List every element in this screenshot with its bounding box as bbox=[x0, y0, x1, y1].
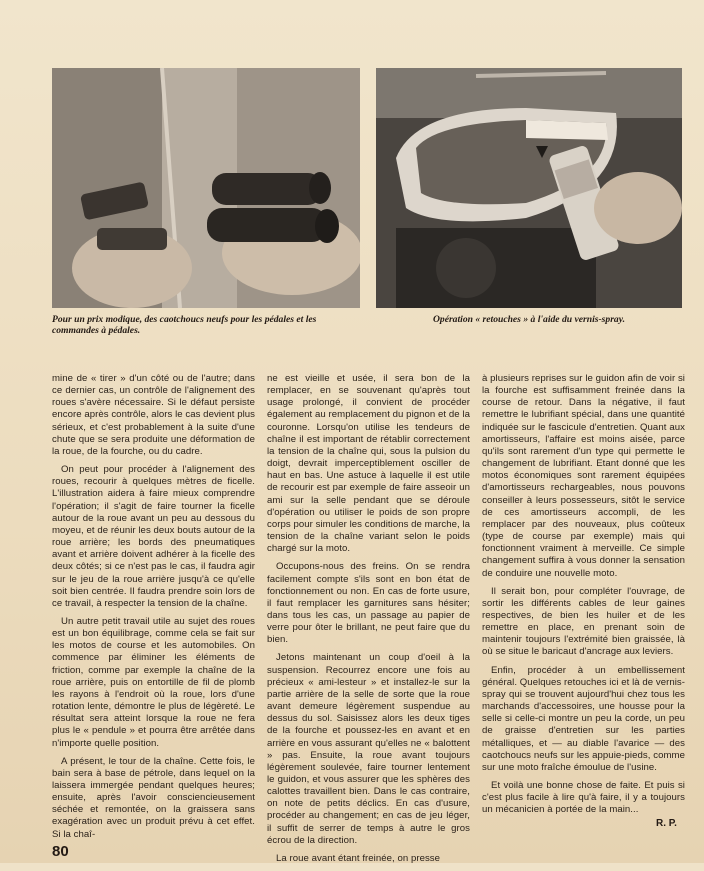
paragraph: Et voilà une bonne chose de faite. Et puis si c'est plus facile à lire qu'à faire, il y a toujours un mécanicien à portée de la main... bbox=[482, 780, 685, 816]
text-column-2 bbox=[267, 373, 470, 871]
paragraph: Jetons maintenant un coup d'oeil à la suspension. Recourrez encore une fois au précieux « ami-lesteur » et installez-le sur la partie arrière de la selle de sorte que la roue avant demeure légèrement suspendue au dessus du sol. Saisissez alors les deux tiges de la fourche et poussez-les en avant et en arrière en vous assurant qu'elles ne « balottent » pas. Ensuite, la roue avant toujours légèrement soulevée, faire tourner lentement le guidon, et vous assurer que les sphères des calottes travaillent bien. Dans le cas contraire, on note de petits déclics. En cas d'usure, procéder au changement; en cas de jeu léger, il suffit de serrer de temps à autre le gros écrou de la direction. bbox=[267, 652, 470, 846]
paragraph: à plusieurs reprises sur le guidon afin de voir si la fourche est suffisamment freinée dans la course de retour. Dans la négative, il faut remettre le lubrifiant spécial, dans une quantité indiquée sur le fascicule d'entretien. Quant aux amortisseurs, l'affaire est moins aisée, parce qu'ils sont rarement d'un type qui permette le changement de lubrifiant. Etant donné que les motos économiques sont rarement équipées d'amortisseurs rechargeables, nous pouvons conseiller à leurs possesseurs, sitôt le service de ces amortisseurs accompli, de les remplacer par des nouveaux, plus coûteux (type de course par exemple) mais qui fonctionnent vraiment à merveille. Ce simple changement suffira à vous donner la sensation de conduire une nouvelle moto. bbox=[482, 373, 685, 579]
paragraph: La roue avant étant freinée, on presse bbox=[276, 852, 441, 864]
paragraph: mine de « tirer » d'un côté ou de l'autre; dans ce dernier cas, un contrôle de l'alignement des roues s'avère nécessaire. Si le défaut persiste encore après contrôle, alors le cas devient plus sérieux, et c'est probablement à la suite d'une chute que se sera produite une déformation de la roue, de la fourche, ou du cadre. bbox=[52, 373, 255, 457]
paragraph: On peut pour procéder à l'alignement des roues, recourir à quelques mètres de ficelle. L'illustration aidera à faire mieux comprendre l'opération; il s'agit de faire tourner la ficelle autour de la roue avant un peu au dessous du moyeu, et de réunir les deux bouts autour de la roue arrière; les bords des pneumatiques avant et arrière doivent adhérer à la ficelle des deux côtés; si ce n'est pas le cas, il faudra agir sur le jeu de la roue arrière jusqu'à ce qu'elle soit bien centrée. Il faudra prendre soin lors de ce travail, à respecter la tension de la chaîne. bbox=[52, 464, 255, 609]
paragraph: Occupons-nous des freins. On se rendra facilement compte s'ils sont en bon état de fonctionnement ou non. En cas de forte usure, il faut remplacer les garnitures sans hésiter; dans tous les cas, un passage au papier de verre pour ôter le brillant, ne peut faire que du bien. bbox=[267, 561, 470, 646]
author-signature: R. P. bbox=[656, 818, 677, 829]
paragraph: ne est vieille et usée, il sera bon de la remplacer, en se souvenant qu'après tout usage prolongé, il convient de procéder également au remplacement du pignon et de la couronne. Lorsqu'on utilise les tendeurs de chaîne il est important de rétablir correctement la tension de la chaîne qui, sous la pulsion du doigt, devrait imperceptiblement osciller de haut en bas. Une astuce à laquelle il est utile de recourir est par exemple de faire asseoir un ami sur la selle pendant que se déroule d'opération ou utiliser le poids de son propre corps pour simuler les conditions de marche, la tension de la chaîne variant selon le poids chargé sur la moto. bbox=[267, 373, 470, 555]
caption-right: Opération « retouches » à l'aide du vernis-spray. bbox=[432, 314, 626, 325]
paragraph: A présent, le tour de la chaîne. Cette fois, le bain sera à base de pétrole, dans lequel on la laissera immergée pendant quelques heures; ensuite, après l'avoir consciencieusement séchée et remontée, on la graissera sans exagération avec un produit prévu à cet effet. Si la chaî- bbox=[52, 755, 255, 840]
text-column-3 bbox=[482, 373, 685, 822]
paragraph: Il serait bon, pour compléter l'ouvrage, de sortir les différents cables de leur gaines respectives, de bien les huiler et de les remettre en place, en prenant soin de maintenir toujours l'extrémité bien graissée, là où se situe le baricaut d'ancrage aux leviers. bbox=[482, 585, 685, 658]
photo-spray-painting bbox=[376, 68, 682, 308]
paragraph: Enfin, procéder à un embellissement général. Quelques retouches ici et là de vernis-spray qui se trouvent aujourd'hui chez tous les marchands d'accessoires, une housse pour la selle si celle-ci montre un peu la corde, un peu de graisse d'entretien sur les parties métalliques, et — au diable l'avarice — des caotchoucs neufs sur les appuie-pieds, comme sur une moto fraîche émoulue de l'usine. bbox=[482, 664, 685, 773]
page-number: 80 bbox=[52, 843, 69, 860]
photo-rubber-pedals-image bbox=[52, 68, 360, 308]
caption-left: Pour un prix modique, des caotchoucs neufs pour les pédales et les commandes à pédales. bbox=[52, 314, 317, 337]
paragraph: Un autre petit travail utile au sujet des roues est un bon équilibrage, comme cela se fait sur les motos de course et les automobiles. On commence par éliminer les éléments de friction, comme par exemple la chaîne de la roue arrière, puis on entortille de fil de plomb les rayons à l'endroit où la roue, lors d'une rotation lente, démontre le plus de légèreté. Le résultat sera atteint lorsque la roue ne fera plus le « pendule » et pourra être arrêtée dans n'importe quelle position. bbox=[52, 615, 255, 749]
photo-spray-painting-image bbox=[376, 68, 682, 308]
photo-rubber-pedals bbox=[52, 68, 360, 308]
text-column-1 bbox=[52, 373, 255, 847]
